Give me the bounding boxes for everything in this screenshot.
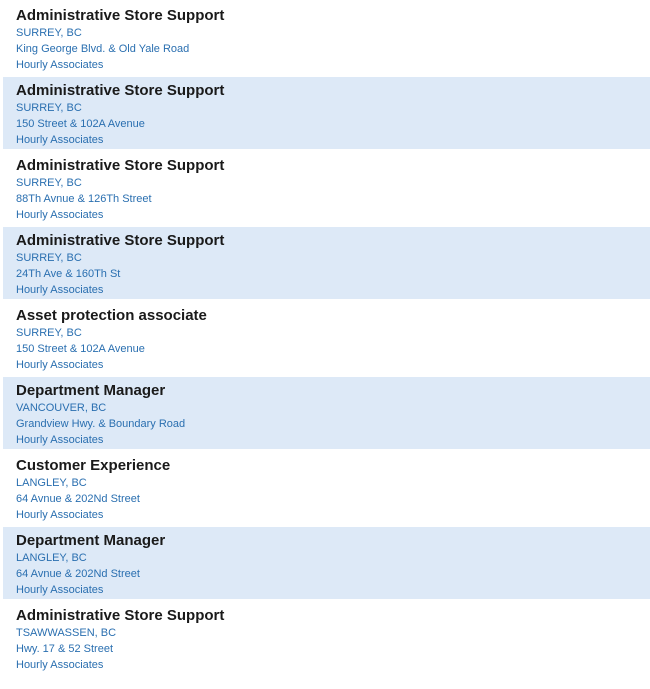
job-listing[interactable] [3, 602, 650, 674]
job-title[interactable]: Administrative Store Support [16, 232, 225, 249]
job-category: Hourly Associates [16, 209, 104, 221]
job-title[interactable]: Department Manager [16, 532, 166, 549]
job-city: SURREY, BC [16, 252, 82, 264]
job-category: Hourly Associates [16, 134, 104, 146]
job-city: SURREY, BC [16, 327, 82, 339]
job-category: Hourly Associates [16, 509, 104, 521]
job-address: Grandview Hwy. & Boundary Road [16, 418, 186, 430]
job-category: Hourly Associates [16, 359, 104, 371]
job-title[interactable]: Asset protection associate [16, 307, 207, 324]
job-category: Hourly Associates [16, 434, 104, 446]
job-category: Hourly Associates [16, 284, 104, 296]
job-address: 88Th Avnue & 126Th Street [16, 193, 152, 205]
job-listing[interactable] [3, 77, 650, 149]
job-listing[interactable] [3, 152, 650, 224]
job-address: 24Th Ave & 160Th St [16, 268, 121, 280]
job-category: Hourly Associates [16, 584, 104, 596]
job-city: SURREY, BC [16, 27, 82, 39]
job-address: 150 Street & 102A Avenue [16, 343, 145, 355]
job-city: LANGLEY, BC [16, 552, 87, 564]
job-city: SURREY, BC [16, 102, 82, 114]
job-listing[interactable] [3, 452, 650, 524]
job-address: 64 Avnue & 202Nd Street [16, 493, 140, 505]
job-title[interactable]: Department Manager [16, 382, 166, 399]
job-city: TSAWWASSEN, BC [16, 627, 117, 639]
job-city: SURREY, BC [16, 177, 82, 189]
job-listing[interactable] [3, 302, 650, 374]
job-title[interactable]: Administrative Store Support [16, 607, 225, 624]
job-listing[interactable] [3, 227, 650, 299]
job-address: 150 Street & 102A Avenue [16, 118, 145, 130]
job-address: Hwy. 17 & 52 Street [16, 643, 114, 655]
job-title[interactable]: Administrative Store Support [16, 157, 225, 174]
job-address: 64 Avnue & 202Nd Street [16, 568, 140, 580]
job-title[interactable]: Administrative Store Support [16, 82, 225, 99]
job-title[interactable]: Administrative Store Support [16, 7, 225, 24]
job-listing[interactable] [3, 377, 650, 449]
job-listing[interactable] [3, 2, 650, 74]
job-category: Hourly Associates [16, 59, 104, 71]
job-city: VANCOUVER, BC [16, 402, 107, 414]
job-address: King George Blvd. & Old Yale Road [16, 43, 190, 55]
job-category: Hourly Associates [16, 659, 104, 671]
job-title[interactable]: Customer Experience [16, 457, 171, 474]
job-listing[interactable] [3, 527, 650, 599]
job-city: LANGLEY, BC [16, 477, 87, 489]
